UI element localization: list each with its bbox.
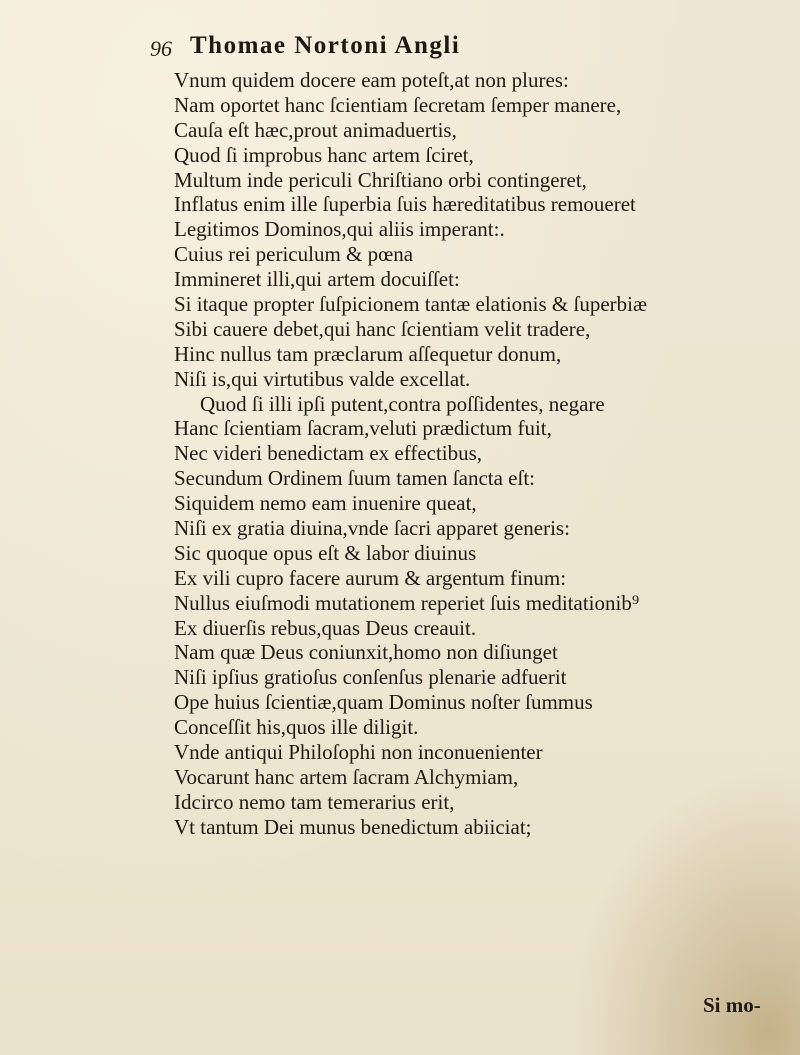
verse-line: Vocarunt hanc artem ſacram Alchymiam, — [174, 764, 519, 789]
verse-line: Sibi cauere debet,qui hanc ſcientiam velit tradere, — [174, 316, 591, 341]
verse-line: Niſi ipſius gratioſus conſenſus plenarie adfuerit — [174, 665, 567, 690]
verse-line: Vnde antiqui Philoſophi non inconuenienter — [174, 740, 543, 765]
verse-line: Vt tantum Dei munus benedictum abiiciat; — [174, 814, 532, 839]
running-head: Thomae Nortoni Angli — [190, 32, 461, 59]
page-number: 96 — [150, 36, 172, 61]
verse-line: Quod ſi improbus hanc artem ſciret, — [174, 142, 474, 167]
verse-line: Nam quæ Deus coniunxit,homo non diſiunget — [174, 640, 558, 665]
verse-line: Quod ſi illi ipſi putent,contra poſſidentes, negare — [200, 391, 605, 416]
verse-line: Conceſſit his,quos ille diligit. — [174, 715, 419, 740]
verse-line: Niſi ex gratia diuina,vnde ſacri apparet generis: — [174, 516, 570, 541]
catchword: Si mo- — [703, 993, 761, 1017]
verse-line: Ex diuerſis rebus,quas Deus creauit. — [174, 615, 477, 640]
verse-line: Cuius rei periculum & pœna — [174, 242, 414, 267]
verse-line: Secundum Ordinem ſuum tamen ſancta eſt: — [174, 466, 535, 491]
verse-line: Inflatus enim ille ſuperbia ſuis hæreditatibus remoueret — [174, 192, 636, 217]
verse-line: Nullus eiuſmodi mutationem reperiet ſuis meditationib⁹ — [174, 590, 640, 615]
verse-line: Hinc nullus tam præclarum aſſequetur donum, — [174, 341, 562, 366]
verse-line: Ex vili cupro facere aurum & argentum finum: — [174, 565, 567, 590]
verse-line: Sic quoque opus eſt & labor diuinus — [174, 540, 477, 565]
verse-line: Immineret illi,qui artem docuiſſet: — [174, 267, 460, 292]
verse-line: Cauſa eſt hæc,prout animaduertis, — [174, 117, 457, 142]
verse-line: Hanc ſcientiam ſacram,veluti prædictum fuit, — [174, 416, 552, 441]
verse-line: Legitimos Dominos,qui aliis imperant:. — [174, 217, 505, 242]
verse-line: Nam oportet hanc ſcientiam ſecretam ſemper manere, — [174, 92, 622, 117]
verse-line: Vnum quidem docere eam poteſt,at non plures: — [174, 68, 569, 92]
verse-line: Ope huius ſcientiæ,quam Dominus noſter ſummus — [174, 690, 593, 715]
verse-line: Niſi is,qui virtutibus valde excellat. — [174, 366, 471, 391]
verse-line: Si itaque propter ſuſpicionem tantæ elationis & ſuperbiæ — [174, 292, 648, 317]
verse-line: Idcirco nemo tam temerarius erit, — [174, 789, 455, 814]
verse-line: Siquidem nemo eam inuenire queat, — [174, 491, 477, 516]
page-header — [150, 32, 650, 62]
verse-line: Nec videri benedictam ex effectibus, — [174, 441, 483, 466]
verse-text-block — [174, 68, 774, 840]
verse-line: Multum inde periculi Chriſtiano orbi contingeret, — [174, 167, 587, 192]
